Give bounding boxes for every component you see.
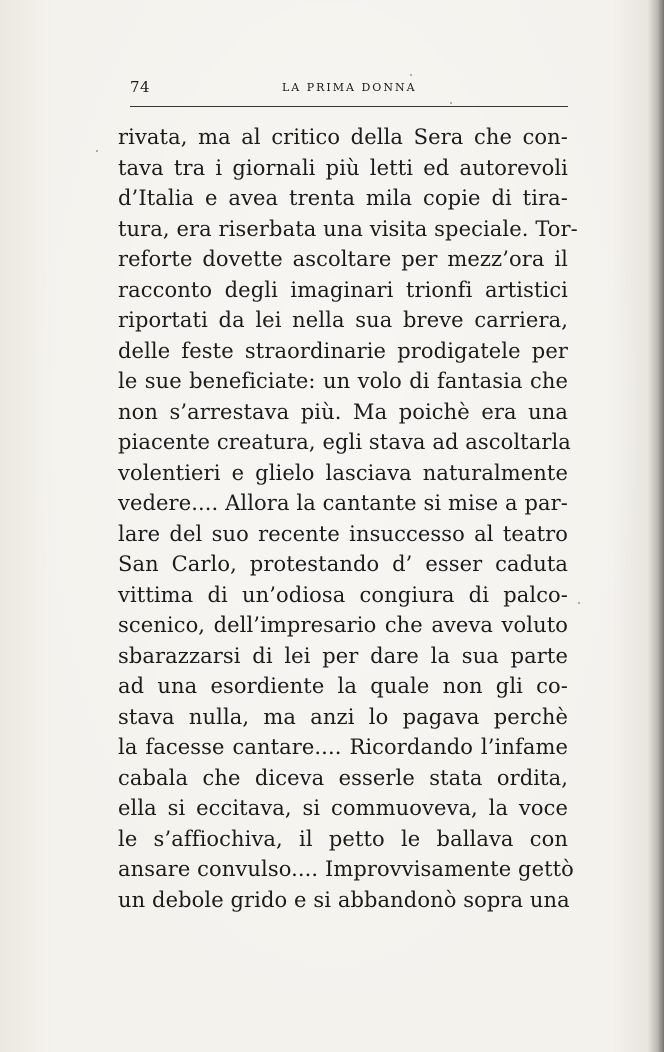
text-line: non s’arrestava più. Ma poichè era una xyxy=(118,399,568,424)
text-line: ad una esordiente la quale non gli co- xyxy=(118,674,568,698)
text-line: sbarazzarsi di lei per dare la sua parte xyxy=(118,643,568,668)
text-line: piacente creatura, egli stava ad ascoltarla xyxy=(118,430,571,454)
text-line: vittima di un’odiosa congiura di palco- xyxy=(118,582,568,607)
text-line: reforte dovette ascoltare per mezz’ora il xyxy=(118,247,568,271)
body-text xyxy=(118,122,578,915)
text-line: cabala che diceva esserle stata ordita, xyxy=(118,765,568,790)
page-edge-shadow xyxy=(648,0,664,1052)
text-line: tura, era riserbata una visita speciale. Tor- xyxy=(118,216,578,241)
text-line: stava nulla, ma anzi lo pagava perchè xyxy=(118,704,568,729)
print-speck xyxy=(410,74,412,76)
page-header xyxy=(130,78,568,100)
text-line: rivata, ma al critico della Sera che con- xyxy=(118,125,568,149)
text-line: vedere.... Allora la cantante si mise a par- xyxy=(118,491,568,515)
text-line: tava tra i giornali più letti ed autorevoli xyxy=(118,155,568,180)
text-line: riportati da lei nella sua breve carriera, xyxy=(118,308,568,332)
text-line: lare del suo recente insuccesso al teatro xyxy=(118,521,568,546)
text-line: racconto degli imaginari trionfi artistici xyxy=(118,277,568,302)
header-rule xyxy=(130,106,568,107)
print-speck xyxy=(578,602,580,604)
running-title: LA PRIMA DONNA xyxy=(282,81,417,94)
text-line: volentieri e glielo lasciava naturalmente xyxy=(118,460,568,485)
text-line: delle feste straordinarie prodigatele per xyxy=(118,338,568,363)
text-line: le s’affiochiva, il petto le ballava con xyxy=(118,826,568,851)
print-speck xyxy=(450,102,452,104)
text-line: San Carlo, protestando d’ esser caduta xyxy=(118,552,568,576)
text-line: ansare convulso.... Improvvisamente gettò xyxy=(118,857,574,881)
text-line: scenico, dell’impresario che aveva voluto xyxy=(118,613,568,637)
text-line: la facesse cantare.... Ricordando l’infame xyxy=(118,735,568,759)
text-line: ella si eccitava, si commuoveva, la voce xyxy=(118,796,568,820)
print-speck xyxy=(96,150,98,152)
text-line: un debole grido e si abbandonò sopra una xyxy=(118,887,570,912)
text-line: le sue beneficiate: un volo di fantasia che xyxy=(118,369,568,393)
text-line: d’Italia e avea trenta mila copie di tira- xyxy=(118,186,568,210)
page-number: 74 xyxy=(130,78,151,96)
